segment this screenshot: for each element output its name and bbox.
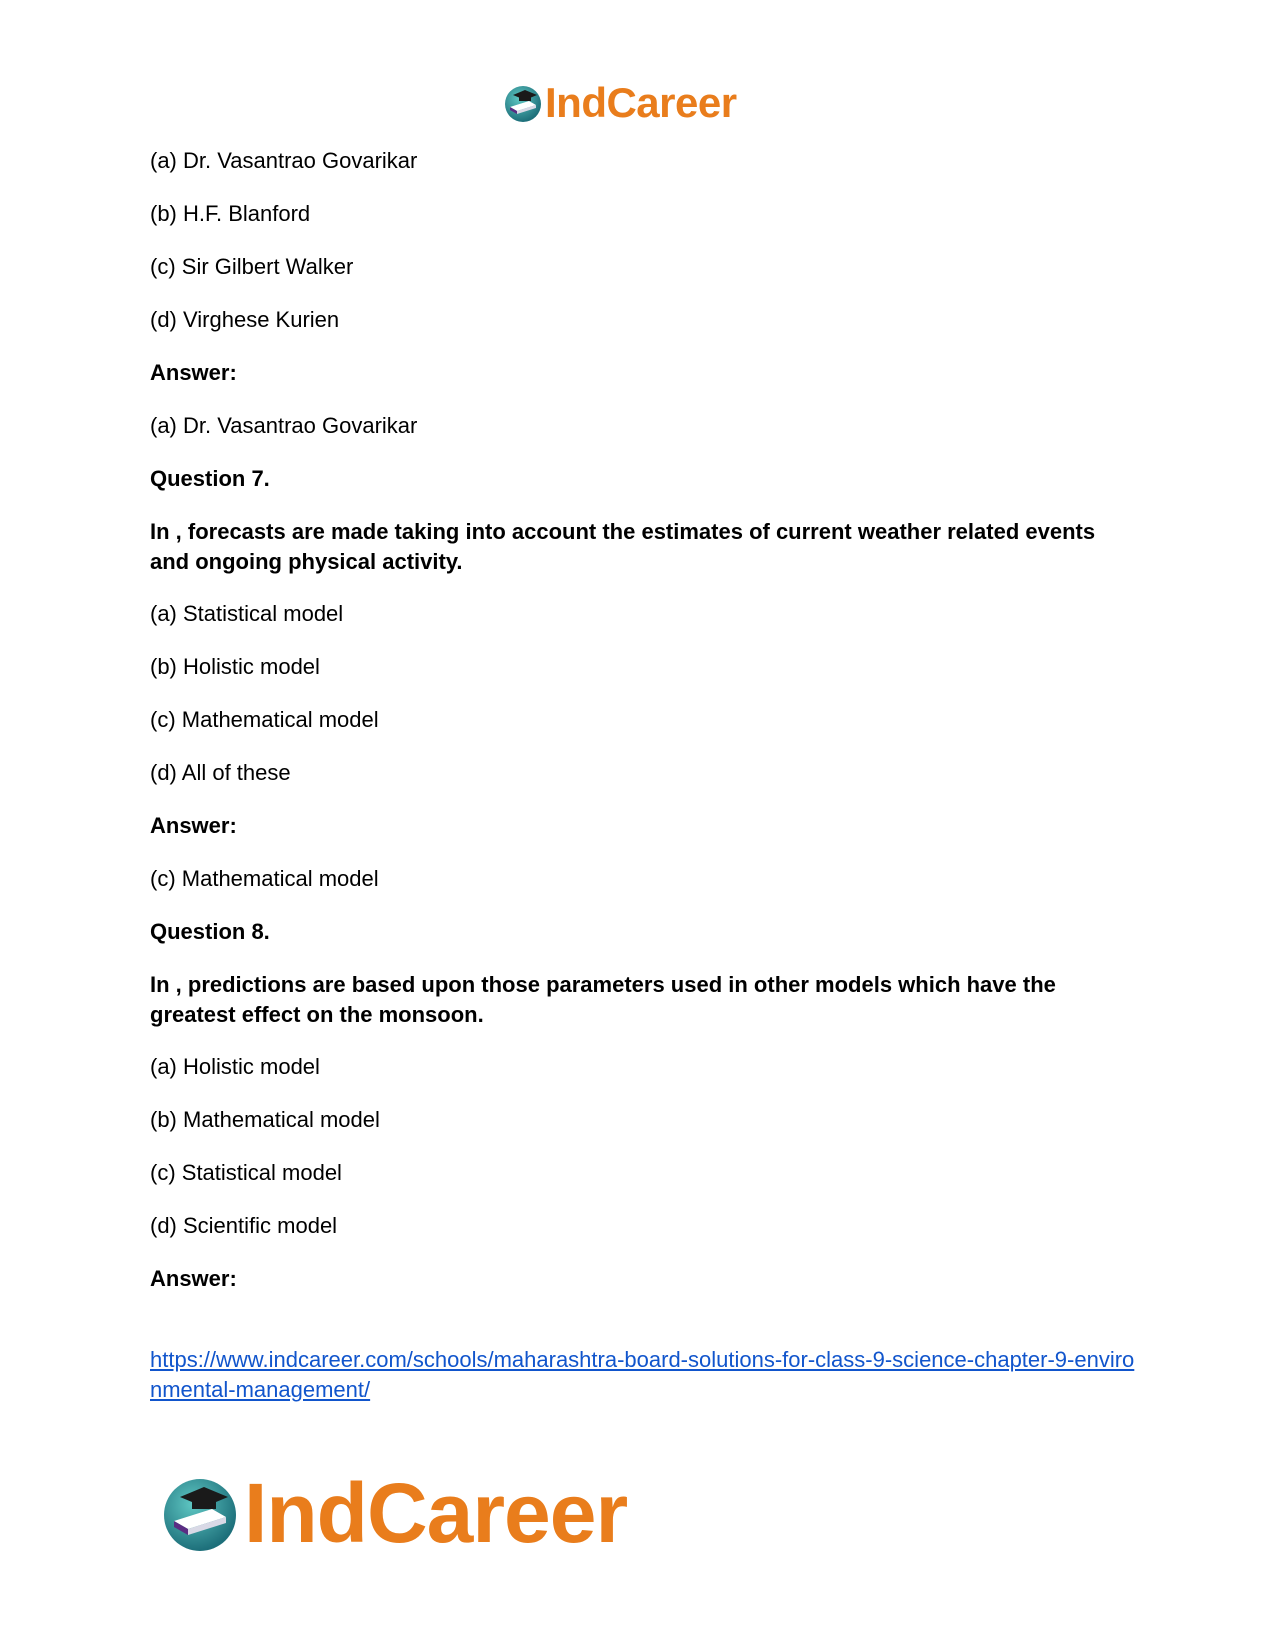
logo-text: IndCareer — [244, 1466, 628, 1560]
q7-option-d: (d) All of these — [150, 760, 291, 785]
q8-question-text: In , predictions are based upon those parameters used in other models which have the greatest effect on the monsoon. — [150, 972, 1056, 1027]
q7-question-text: In , forecasts are made taking into account the estimates of current weather related events and ongoing physical activity. — [150, 519, 1096, 574]
source-link[interactable]: https://www.indcareer.com/schools/maharashtra-board-solutions-for-class-9-science-chapter-9-environmental-management/ — [150, 1347, 1135, 1402]
q6-answer-label: Answer: — [150, 360, 237, 385]
q8-option-d: (d) Scientific model — [150, 1213, 338, 1238]
q7-option-b: (b) Holistic model — [150, 654, 320, 679]
q8-answer-label: Answer: — [150, 1266, 237, 1291]
q8-option-c: (c) Statistical model — [150, 1160, 342, 1185]
q8-option-a: (a) Holistic model — [150, 1054, 320, 1079]
footer-logo — [160, 1466, 628, 1560]
q8-heading: Question 8. — [150, 919, 270, 944]
logo-text: IndCareer — [545, 79, 737, 126]
q7-answer: (c) Mathematical model — [150, 866, 379, 891]
q6-option-d: (d) Virghese Kurien — [150, 307, 340, 332]
q6-option-a: (a) Dr. Vasantrao Govarikar — [150, 148, 418, 173]
q8-option-b: (b) Mathematical model — [150, 1107, 380, 1132]
q7-option-c: (c) Mathematical model — [150, 707, 379, 732]
graduation-book-icon — [503, 83, 543, 123]
q6-option-b: (b) H.F. Blanford — [150, 201, 311, 226]
q7-option-a: (a) Statistical model — [150, 601, 344, 626]
q7-answer-label: Answer: — [150, 813, 237, 838]
header-logo — [503, 80, 737, 126]
q7-heading: Question 7. — [150, 466, 270, 491]
q6-option-c: (c) Sir Gilbert Walker — [150, 254, 354, 279]
q6-answer: (a) Dr. Vasantrao Govarikar — [150, 413, 418, 438]
graduation-book-icon — [160, 1473, 240, 1553]
